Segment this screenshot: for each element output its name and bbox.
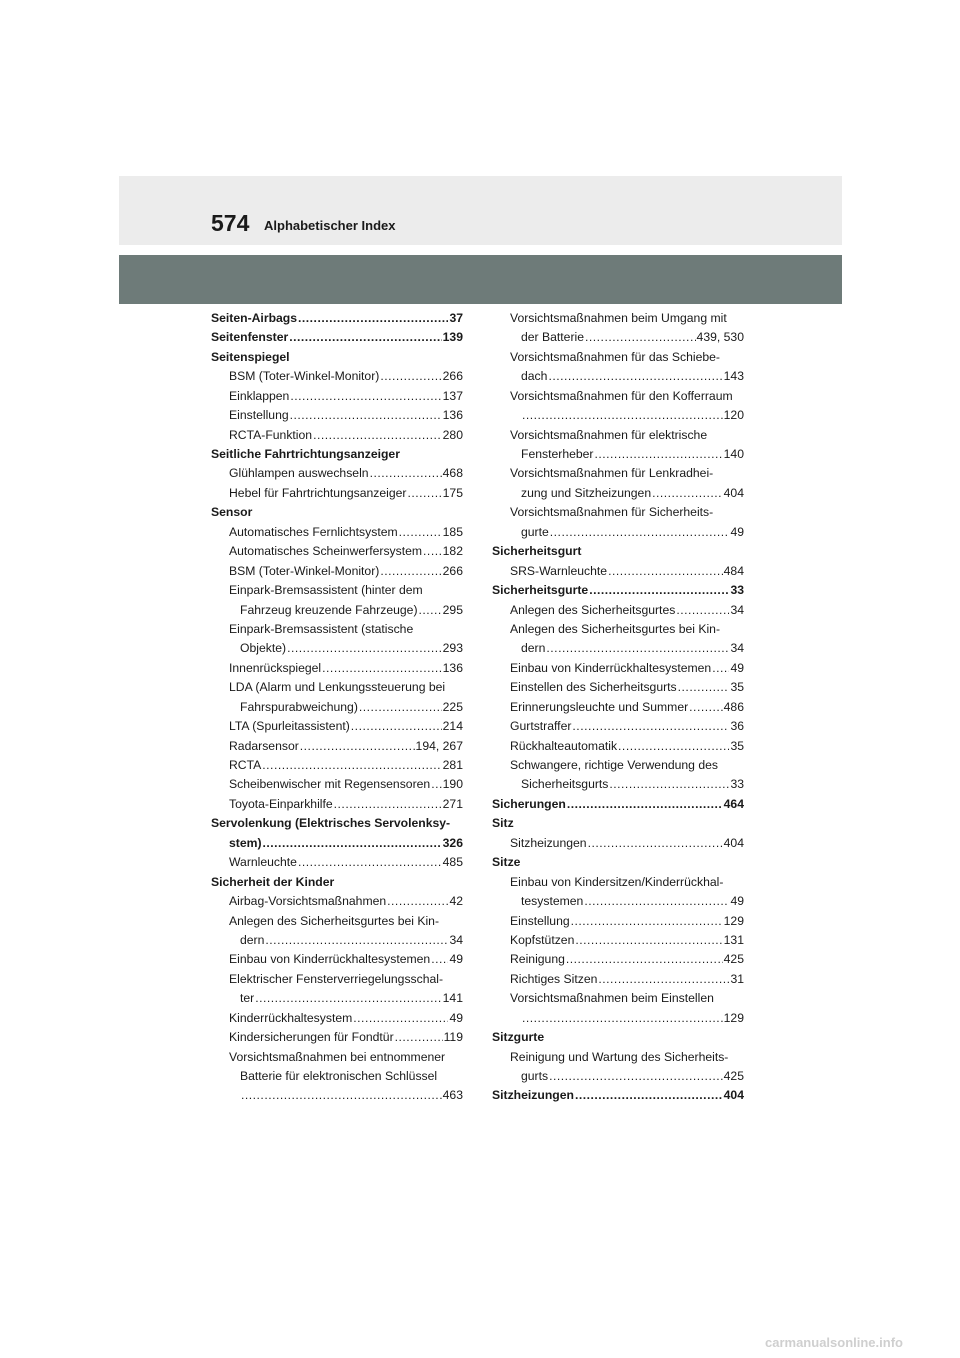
- index-entry: [211, 1028, 463, 1047]
- index-entry: [492, 426, 744, 445]
- index-term: Gurtstraffer: [510, 719, 572, 734]
- index-term: Sicherungen: [492, 796, 566, 811]
- index-entry: [492, 698, 744, 717]
- dot-leader: [431, 776, 441, 795]
- dot-leader: [566, 950, 723, 969]
- index-term: Anlegen des Sicherheitsgurtes bei Kin-: [229, 913, 440, 928]
- index-entry: [492, 776, 744, 795]
- index-entry: [492, 1028, 744, 1047]
- page-reference[interactable]: 31: [730, 971, 744, 986]
- index-entry: [492, 795, 744, 814]
- page-reference[interactable]: 49: [730, 524, 744, 539]
- index-term: Sicherheitsgurts: [521, 777, 609, 792]
- dot-leader: [522, 406, 723, 425]
- page-reference[interactable]: 190: [442, 777, 463, 792]
- watermark: carmanualsonline.info: [765, 1335, 903, 1350]
- page-reference[interactable]: 34: [730, 602, 744, 617]
- index-entry: [211, 1048, 463, 1067]
- dot-leader: [549, 1067, 723, 1086]
- page-reference[interactable]: 280: [442, 427, 463, 442]
- page-reference[interactable]: 225: [442, 699, 463, 714]
- index-entry: [492, 1048, 744, 1067]
- index-entry: [211, 581, 463, 600]
- index-entry: [211, 814, 463, 833]
- index-term: BSM (Toter-Winkel-Monitor): [229, 563, 380, 578]
- index-term: Sicherheitsgurte: [492, 583, 589, 598]
- index-entry: [492, 620, 744, 639]
- index-term: Vorsichtsmaßnahmen beim Einstellen: [510, 991, 714, 1006]
- page-reference[interactable]: 143: [723, 369, 744, 384]
- index-term: der Batterie: [521, 330, 585, 345]
- index-entry: [492, 659, 744, 678]
- dot-leader: [652, 484, 723, 503]
- index-entry: [492, 989, 744, 1008]
- index-entry: [492, 970, 744, 989]
- index-term: Sitzgurte: [492, 1030, 545, 1045]
- page-reference[interactable]: 271: [442, 796, 463, 811]
- dot-leader: [380, 562, 441, 581]
- index-term: Sitze: [492, 855, 521, 870]
- index-entry: [492, 484, 744, 503]
- page-reference[interactable]: 33: [730, 777, 744, 792]
- dot-leader: [571, 912, 723, 931]
- index-term: tesystemen: [521, 894, 584, 909]
- index-entry: [211, 620, 463, 639]
- index-entry: [211, 309, 463, 328]
- index-term: Sitzheizungen: [510, 835, 587, 850]
- index-term: Vorsichtsmaßnahmen für elektrische: [510, 427, 708, 442]
- page-reference[interactable]: 49: [730, 894, 744, 909]
- dot-leader: [359, 698, 442, 717]
- index-term: Einstellen des Sicherheitsgurts: [510, 680, 677, 695]
- index-entry: [211, 387, 463, 406]
- page-reference[interactable]: 37: [449, 310, 463, 325]
- page-reference[interactable]: 49: [449, 1010, 463, 1025]
- page-reference[interactable]: 425: [723, 1069, 744, 1084]
- index-entry: [211, 406, 463, 425]
- index-entry: [492, 892, 744, 911]
- index-entry: [492, 717, 744, 736]
- section-banner: [119, 255, 842, 304]
- dot-leader: [380, 367, 441, 386]
- index-entry: [492, 328, 744, 347]
- index-entry: [211, 542, 463, 561]
- index-term: Automatisches Fernlichtsystem: [229, 524, 398, 539]
- index-term: Sicherheit der Kinder: [211, 874, 335, 889]
- dot-leader: [262, 756, 441, 775]
- index-term: dern: [521, 641, 546, 656]
- index-term: Elektrischer Fensterverriegelungsschal-: [229, 971, 444, 986]
- dot-leader: [609, 776, 729, 795]
- index-entry: [211, 678, 463, 697]
- index-term: Vorsichtsmaßnahmen für den Kofferraum: [510, 388, 733, 403]
- index-term: Sitz: [492, 816, 514, 831]
- dot-leader: [395, 1028, 443, 1047]
- index-entry: [211, 950, 463, 969]
- index-entry: [492, 639, 744, 658]
- index-entry: [492, 309, 744, 328]
- index-term: Vorsichtsmaßnahmen für Lenkradhei-: [510, 466, 714, 481]
- index-term: Anlegen des Sicherheitsgurtes bei Kin-: [510, 621, 721, 636]
- dot-leader: [598, 970, 729, 989]
- page-reference[interactable]: 404: [723, 1088, 744, 1103]
- index-term: Seitenspiegel: [211, 349, 290, 364]
- dot-leader: [419, 601, 442, 620]
- index-entry: [492, 834, 744, 853]
- dot-leader: [263, 834, 442, 853]
- page-reference[interactable]: 281: [442, 758, 463, 773]
- index-term: Vorsichtsmaßnahmen beim Umgang mit: [510, 310, 727, 325]
- index-term: Seitenfenster: [211, 330, 289, 345]
- index-term: Erinnerungsleuchte und Summer: [510, 699, 689, 714]
- index-term: Innenrückspiegel: [229, 660, 322, 675]
- dot-leader: [351, 717, 442, 736]
- index-entry: [492, 465, 744, 484]
- dot-leader: [387, 892, 448, 911]
- index-entry: [211, 1009, 463, 1028]
- dot-leader: [408, 484, 442, 503]
- page-reference[interactable]: 464: [723, 796, 744, 811]
- index-entry: [211, 756, 463, 775]
- index-entry: [492, 523, 744, 542]
- dot-leader: [300, 737, 415, 756]
- index-entry: [211, 639, 463, 658]
- index-term: Einstellung: [229, 408, 289, 423]
- index-entry: [492, 503, 744, 522]
- index-term: Reinigung und Wartung des Sicherheits-: [510, 1049, 729, 1064]
- page-reference[interactable]: 137: [442, 388, 463, 403]
- index-term: Kinderrückhaltesystem: [229, 1010, 353, 1025]
- index-term: LDA (Alarm und Lenkungssteuerung bei: [229, 680, 446, 695]
- page-reference[interactable]: 266: [442, 563, 463, 578]
- index-term: Fahrzeug kreuzende Fahrzeuge): [240, 602, 418, 617]
- index-term: Glühlampen auswechseln: [229, 466, 369, 481]
- index-term: Reinigung: [510, 952, 565, 967]
- index-term: Einklappen: [229, 388, 290, 403]
- page-reference[interactable]: 140: [723, 447, 744, 462]
- index-entry: [211, 601, 463, 620]
- page-reference[interactable]: 266: [442, 369, 463, 384]
- page-reference[interactable]: 35: [730, 680, 744, 695]
- page-reference[interactable]: 120: [723, 408, 744, 423]
- index-entry: [211, 737, 463, 756]
- index-term: Fahrspurabweichung): [240, 699, 358, 714]
- index-entry: [492, 912, 744, 931]
- index-entry: [492, 756, 744, 775]
- page-reference[interactable]: 129: [723, 913, 744, 928]
- index-term: Kindersicherungen für Fondtür: [229, 1030, 394, 1045]
- index-term: Einstellung: [510, 913, 570, 928]
- index-term: RCTA: [229, 758, 262, 773]
- page-number: 574: [211, 210, 250, 236]
- index-term: Seitliche Fahrtrichtungsanzeiger: [211, 447, 400, 462]
- dot-leader: [241, 1087, 442, 1106]
- dot-leader: [618, 737, 729, 756]
- index-term: Anlegen des Sicherheitsgurtes: [510, 602, 676, 617]
- index-term: Vorsichtsmaßnahmen bei entnommener: [229, 1049, 446, 1064]
- page-reference[interactable]: 139: [442, 330, 463, 345]
- dot-leader: [712, 659, 729, 678]
- index-entry: [211, 328, 463, 347]
- index-entry: [211, 989, 463, 1008]
- dot-leader: [567, 795, 723, 814]
- index-term: Sensor: [211, 505, 253, 520]
- dot-leader: [287, 639, 442, 658]
- index-entry: [492, 678, 744, 697]
- index-entry: [211, 892, 463, 911]
- index-term: stem): [229, 835, 262, 850]
- page-reference[interactable]: 463: [442, 1088, 463, 1103]
- index-entry: [211, 465, 463, 484]
- index-entry: [492, 406, 744, 425]
- dot-leader: [289, 328, 441, 347]
- page-reference[interactable]: 141: [442, 991, 463, 1006]
- dot-leader: [370, 465, 442, 484]
- index-entry: [211, 853, 463, 872]
- index-entry: [492, 873, 744, 892]
- index-column-right: [492, 309, 744, 1106]
- dot-leader: [676, 601, 729, 620]
- index-entry: [211, 426, 463, 445]
- index-entry: [211, 834, 463, 853]
- page-reference[interactable]: 33: [730, 583, 744, 598]
- index-entry: [211, 776, 463, 795]
- dot-leader: [589, 581, 729, 600]
- index-term: gurts: [521, 1069, 549, 1084]
- page-reference[interactable]: 404: [723, 485, 744, 500]
- page-reference[interactable]: 136: [442, 408, 463, 423]
- index-entry: [492, 445, 744, 464]
- page-reference[interactable]: 185: [442, 524, 463, 539]
- page-reference[interactable]: 129: [723, 1010, 744, 1025]
- page-reference[interactable]: 34: [449, 932, 463, 947]
- dot-leader: [290, 406, 442, 425]
- page-reference[interactable]: 293: [442, 641, 463, 656]
- page-reference[interactable]: 425: [723, 952, 744, 967]
- index-column-left: [211, 309, 463, 1106]
- index-term: Hebel für Fahrtrichtungsanzeiger: [229, 485, 407, 500]
- page-reference[interactable]: 175: [442, 485, 463, 500]
- index-entry: [211, 367, 463, 386]
- page-reference[interactable]: 194, 267: [415, 738, 463, 753]
- index-entry: [492, 367, 744, 386]
- section-title: Alphabetischer Index: [264, 218, 396, 233]
- index-entry: [211, 1067, 463, 1086]
- dot-leader: [353, 1009, 448, 1028]
- index-entry: [211, 348, 463, 367]
- dot-leader: [689, 698, 722, 717]
- page-reference[interactable]: 42: [449, 894, 463, 909]
- page-reference[interactable]: 214: [442, 719, 463, 734]
- index-entry: [492, 387, 744, 406]
- index-term: Batterie für elektronischen Schlüssel: [240, 1069, 438, 1084]
- dot-leader: [608, 562, 723, 581]
- index-entry: [492, 1067, 744, 1086]
- dot-leader: [546, 639, 729, 658]
- page-reference[interactable]: 36: [730, 719, 744, 734]
- index-term: Schwangere, richtige Verwendung des: [510, 758, 718, 773]
- index-term: Kopfstützen: [510, 932, 575, 947]
- index-term: Rückhalteautomatik: [510, 738, 618, 753]
- index-term: Sitzheizungen: [492, 1088, 574, 1103]
- index-entry: [211, 659, 463, 678]
- index-term: Einpark-Bremsassistent (hinter dem: [229, 583, 423, 598]
- page-reference[interactable]: 49: [449, 952, 463, 967]
- index-entry: [492, 931, 744, 950]
- index-entry: [211, 562, 463, 581]
- index-term: Airbag-Vorsichtsmaßnahmen: [229, 894, 387, 909]
- dot-leader: [298, 853, 442, 872]
- index-entry: [211, 970, 463, 989]
- page-reference[interactable]: 136: [442, 660, 463, 675]
- index-term: dern: [240, 932, 265, 947]
- index-entry: [492, 1009, 744, 1028]
- index-entry: [492, 601, 744, 620]
- index-entry: [211, 698, 463, 717]
- index-entry: [492, 562, 744, 581]
- page-reference[interactable]: 485: [442, 855, 463, 870]
- index-term: LTA (Spurleitassistent): [229, 719, 350, 734]
- dot-leader: [575, 1087, 723, 1106]
- index-term: Scheibenwischer mit Regensensoren: [229, 777, 431, 792]
- index-term: Toyota-Einparkhilfe: [229, 796, 333, 811]
- dot-leader: [548, 367, 722, 386]
- index-term: Seiten-Airbags: [211, 310, 298, 325]
- index-entry: [211, 503, 463, 522]
- dot-leader: [313, 426, 442, 445]
- page-reference[interactable]: 439, 530: [696, 330, 744, 345]
- index-term: RCTA-Funktion: [229, 427, 313, 442]
- index-term: Objekte): [240, 641, 287, 656]
- dot-leader: [585, 328, 696, 347]
- index-term: Sicherheitsgurt: [492, 544, 582, 559]
- index-term: Servolenkung (Elektrisches Servolenksy-: [211, 816, 451, 831]
- page-reference[interactable]: 49: [730, 660, 744, 675]
- index-entry: [492, 737, 744, 756]
- index-entry: [492, 542, 744, 561]
- index-term: zung und Sitzheizungen: [521, 485, 652, 500]
- index-term: Einpark-Bremsassistent (statische: [229, 621, 414, 636]
- index-term: dach: [521, 369, 548, 384]
- index-entry: [211, 523, 463, 542]
- page-reference[interactable]: 35: [730, 738, 744, 753]
- index-entry: [492, 1087, 744, 1106]
- page-reference[interactable]: 484: [723, 563, 744, 578]
- index-entry: [211, 795, 463, 814]
- index-entry: [211, 717, 463, 736]
- dot-leader: [522, 1009, 723, 1028]
- dot-leader: [290, 387, 441, 406]
- page-reference[interactable]: 326: [442, 835, 463, 850]
- index-term: Einbau von Kindersitzen/Kinderrückhal-: [510, 874, 724, 889]
- index-entry: [211, 873, 463, 892]
- index-term: Warnleuchte: [229, 855, 297, 870]
- index-term: Vorsichtsmaßnahmen für das Schiebe-: [510, 349, 720, 364]
- index-entry: [492, 348, 744, 367]
- index-entry: [492, 853, 744, 872]
- dot-leader: [298, 309, 448, 328]
- dot-leader: [550, 523, 730, 542]
- index-entry: [492, 814, 744, 833]
- index-term: Automatisches Scheinwerfersystem: [229, 544, 423, 559]
- dot-leader: [322, 659, 442, 678]
- page-reference[interactable]: 404: [723, 835, 744, 850]
- page-reference[interactable]: 468: [442, 466, 463, 481]
- index-term: BSM (Toter-Winkel-Monitor): [229, 369, 380, 384]
- dot-leader: [431, 950, 448, 969]
- dot-leader: [678, 678, 730, 697]
- page-reference[interactable]: 295: [442, 602, 463, 617]
- index-entry: [211, 931, 463, 950]
- index-entry: [211, 445, 463, 464]
- index-entry: [492, 581, 744, 600]
- dot-leader: [584, 892, 729, 911]
- dot-leader: [588, 834, 723, 853]
- index-entry: [211, 912, 463, 931]
- index-term: Einbau von Kinderrückhaltesystemen: [510, 660, 712, 675]
- dot-leader: [334, 795, 442, 814]
- index-entry: [211, 1087, 463, 1106]
- index-term: Einbau von Kinderrückhaltesystemen: [229, 952, 431, 967]
- dot-leader: [423, 542, 442, 561]
- dot-leader: [575, 931, 722, 950]
- page-reference[interactable]: 182: [442, 544, 463, 559]
- dot-leader: [572, 717, 729, 736]
- page-reference[interactable]: 131: [723, 932, 744, 947]
- index-term: SRS-Warnleuchte: [510, 563, 608, 578]
- dot-leader: [265, 931, 448, 950]
- page-reference[interactable]: 119: [443, 1030, 463, 1045]
- dot-leader: [255, 989, 441, 1008]
- dot-leader: [595, 445, 723, 464]
- index-term: Richtiges Sitzen: [510, 971, 598, 986]
- page-reference[interactable]: 34: [730, 641, 744, 656]
- index-term: gurte: [521, 524, 549, 539]
- index-entry: [211, 484, 463, 503]
- dot-leader: [399, 523, 442, 542]
- page-reference[interactable]: 486: [723, 699, 744, 714]
- index-term: Radarsensor: [229, 738, 299, 753]
- index-term: Vorsichtsmaßnahmen für Sicherheits-: [510, 505, 714, 520]
- index-term: ter: [240, 991, 255, 1006]
- index-entry: [492, 950, 744, 969]
- index-term: Fensterheber: [521, 447, 594, 462]
